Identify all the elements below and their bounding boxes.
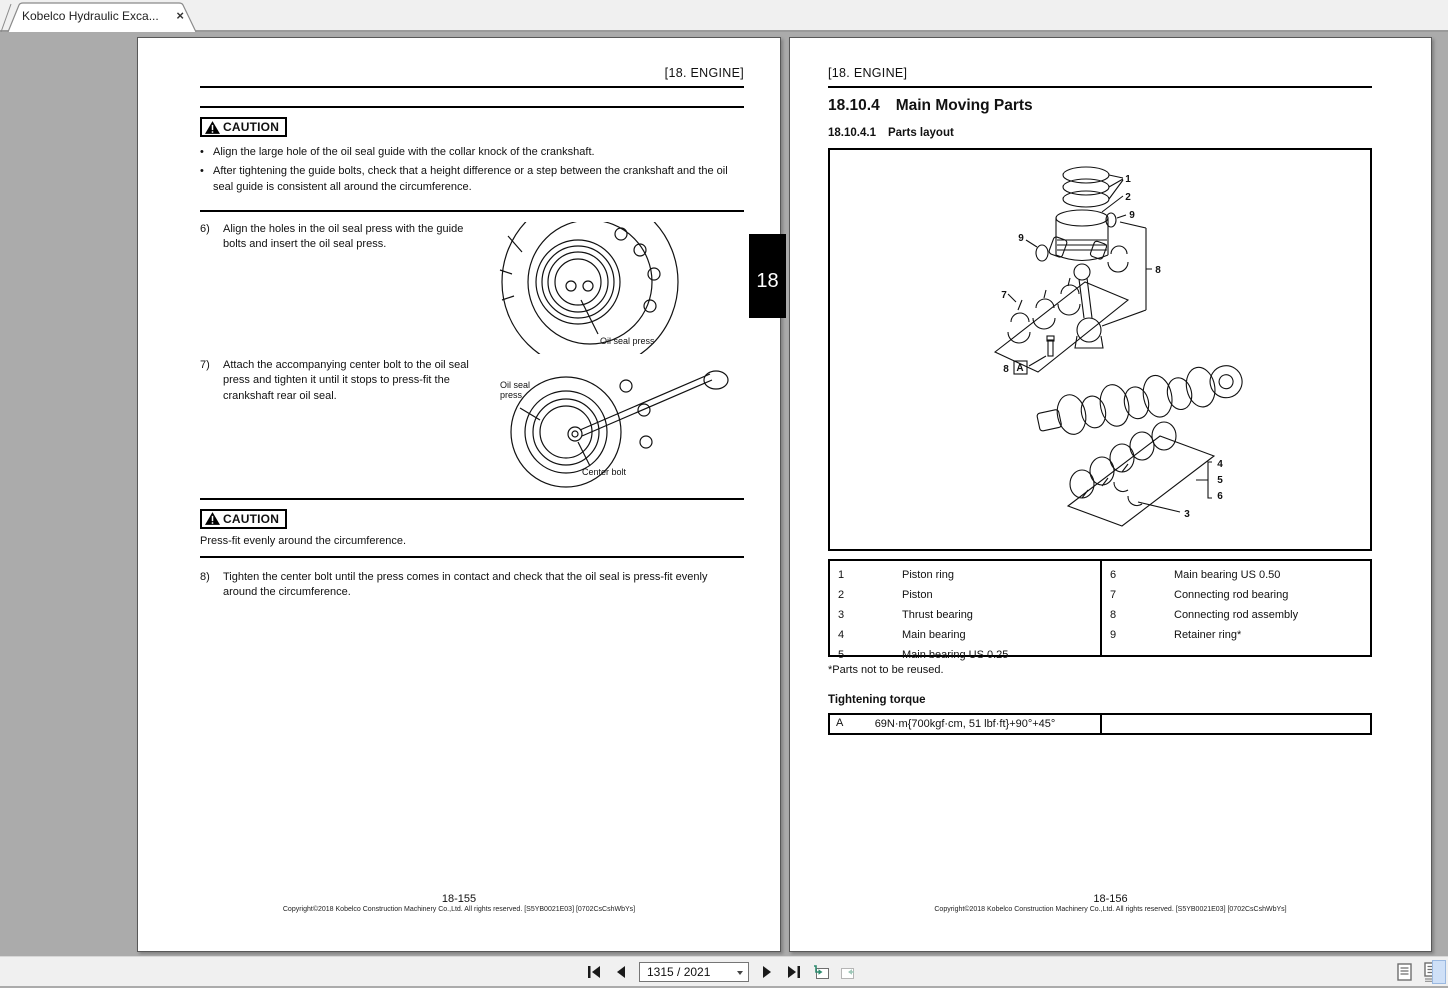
figure-caption: Oil seal	[500, 379, 531, 390]
caution-section-2	[200, 498, 744, 558]
diagram-callout: 1	[1125, 174, 1131, 185]
torque-ref: A	[836, 717, 844, 729]
step-7	[200, 358, 744, 488]
table-row: 6 Main bearing US 0.50	[1110, 569, 1281, 581]
page-18-156	[789, 37, 1432, 952]
diagram-callout: 5	[1217, 475, 1223, 486]
table-row: 3 Thrust bearing	[838, 609, 973, 621]
subsection-title: 18.10.4.1 Parts layout	[828, 127, 954, 139]
torque-heading: Tightening torque	[828, 694, 926, 706]
figure-caption: Center bolt	[582, 466, 627, 477]
figure-caption: press	[500, 389, 523, 400]
caution-text: Press-fit evenly around the circumference.	[200, 534, 407, 547]
next-view-button[interactable]	[839, 963, 857, 981]
caution-box	[200, 509, 287, 529]
table-row: 7 Connecting rod bearing	[1110, 589, 1289, 601]
diagram-callout: 9	[1018, 233, 1024, 244]
diagram-callout: 9	[1129, 210, 1135, 221]
previous-page-button[interactable]	[612, 963, 630, 981]
parts-layout-diagram	[828, 148, 1372, 551]
page-header: [18. ENGINE]	[828, 66, 908, 80]
diagram-callout: 3	[1184, 509, 1190, 520]
browser-tab-bar	[0, 0, 1448, 32]
section-title: 18.10.4 Main Moving Parts	[828, 97, 1033, 114]
page-number: 18-155	[441, 893, 477, 905]
torque-table	[828, 713, 1372, 735]
table-row: 5 Main bearing US 0.25	[838, 649, 1009, 661]
parts-footnote: *Parts not to be reused.	[828, 664, 944, 676]
previous-view-button[interactable]	[812, 963, 830, 981]
chapter-tab-18: 18	[749, 234, 786, 318]
diagram-callout: 8	[1003, 364, 1009, 375]
table-row: 4 Main bearing	[838, 629, 966, 641]
document-tab[interactable]	[6, 2, 198, 32]
torque-empty-cell	[1100, 715, 1370, 733]
caution-box	[200, 117, 287, 137]
caution-bullet: • Align the large hole of the oil seal guide with the collar knock of the crankshaft.	[200, 145, 744, 161]
figure-center-bolt	[478, 358, 746, 488]
caution-end-rule	[200, 210, 744, 212]
tab-close-icon[interactable]: ×	[176, 8, 184, 23]
header-rule	[828, 86, 1372, 88]
page-footer	[790, 893, 1431, 913]
diagram-callout: 2	[1125, 192, 1131, 203]
warning-triangle-icon	[205, 512, 220, 525]
step-number: 6)	[200, 222, 210, 235]
page-18-155	[137, 37, 781, 952]
page-number-input[interactable]	[639, 962, 749, 982]
table-row: 9 Retainer ring*	[1110, 629, 1242, 641]
caution-bullet: • After tightening the guide bolts, check that a height difference or a step between the crankshaft and the oil seal guide is consistent all around the circumference.	[200, 164, 744, 196]
page-number-value: 1315 / 2021	[647, 965, 711, 979]
caution-section-1	[200, 106, 744, 212]
two-page-view-button[interactable]	[1432, 960, 1446, 984]
diagram-callout: 6	[1217, 491, 1223, 502]
table-row: 8 Connecting rod assembly	[1110, 609, 1299, 621]
copyright-line: Copyright©2018 Kobelco Construction Machinery Co.,Ltd. All rights reserved. [S5YB0021E03] [0702CsCshWbYs]	[282, 906, 636, 913]
step-8	[200, 570, 744, 601]
diagram-callout: 7	[1001, 290, 1007, 301]
step-text: Attach the accompanying center bolt to the oil seal press and tighten it until it stops to press-fit the crankshaft rear oil seal.	[223, 358, 469, 402]
step-text: Tighten the center bolt until the press comes in contact and check that the oil seal is press-fit evenly around the circumference.	[223, 570, 708, 599]
page-layout-buttons	[1396, 957, 1440, 987]
document-viewer	[0, 32, 1448, 956]
step-text: Align the holes in the oil seal press with the guide bolts and insert the oil seal press.	[223, 222, 464, 251]
torque-value: 69N·m{700kgf·cm, 51 lbf·ft}+90°+45°	[874, 718, 1056, 730]
diagram-callout: 4	[1217, 459, 1223, 470]
warning-triangle-icon	[205, 121, 220, 134]
caution-label: CAUTION	[223, 511, 280, 526]
caution-label: CAUTION	[223, 120, 280, 134]
page-header: [18. ENGINE]	[664, 66, 744, 80]
page-navigation	[585, 957, 857, 987]
page-number: 18-156	[1093, 893, 1128, 905]
page-footer	[138, 893, 780, 913]
parts-legend-table	[828, 559, 1372, 661]
caution-end-rule	[200, 556, 744, 558]
diagram-callout: A	[1016, 363, 1024, 374]
figure-caption: Oil seal press	[600, 335, 655, 346]
step-number: 7)	[200, 358, 210, 371]
step-6	[200, 222, 744, 354]
first-page-button[interactable]	[585, 963, 603, 981]
table-row: 2 Piston	[838, 589, 933, 601]
copyright-line: Copyright©2018 Kobelco Construction Machinery Co.,Ltd. All rights reserved. [S5YB0021E03] [0702CsCshWbYs]	[934, 906, 1287, 913]
chevron-down-icon[interactable]	[737, 971, 743, 975]
figure-oil-seal-press	[478, 222, 746, 354]
table-row: 1 Piston ring	[838, 569, 954, 581]
diagram-callout: 8	[1155, 265, 1161, 276]
tab-title: Kobelco Hydraulic Exca...	[22, 9, 159, 23]
next-page-button[interactable]	[758, 963, 776, 981]
step-number: 8)	[200, 570, 210, 583]
last-page-button[interactable]	[785, 963, 803, 981]
header-rule	[200, 86, 744, 88]
single-page-view-button[interactable]	[1396, 962, 1413, 982]
viewer-toolbar	[0, 956, 1448, 986]
